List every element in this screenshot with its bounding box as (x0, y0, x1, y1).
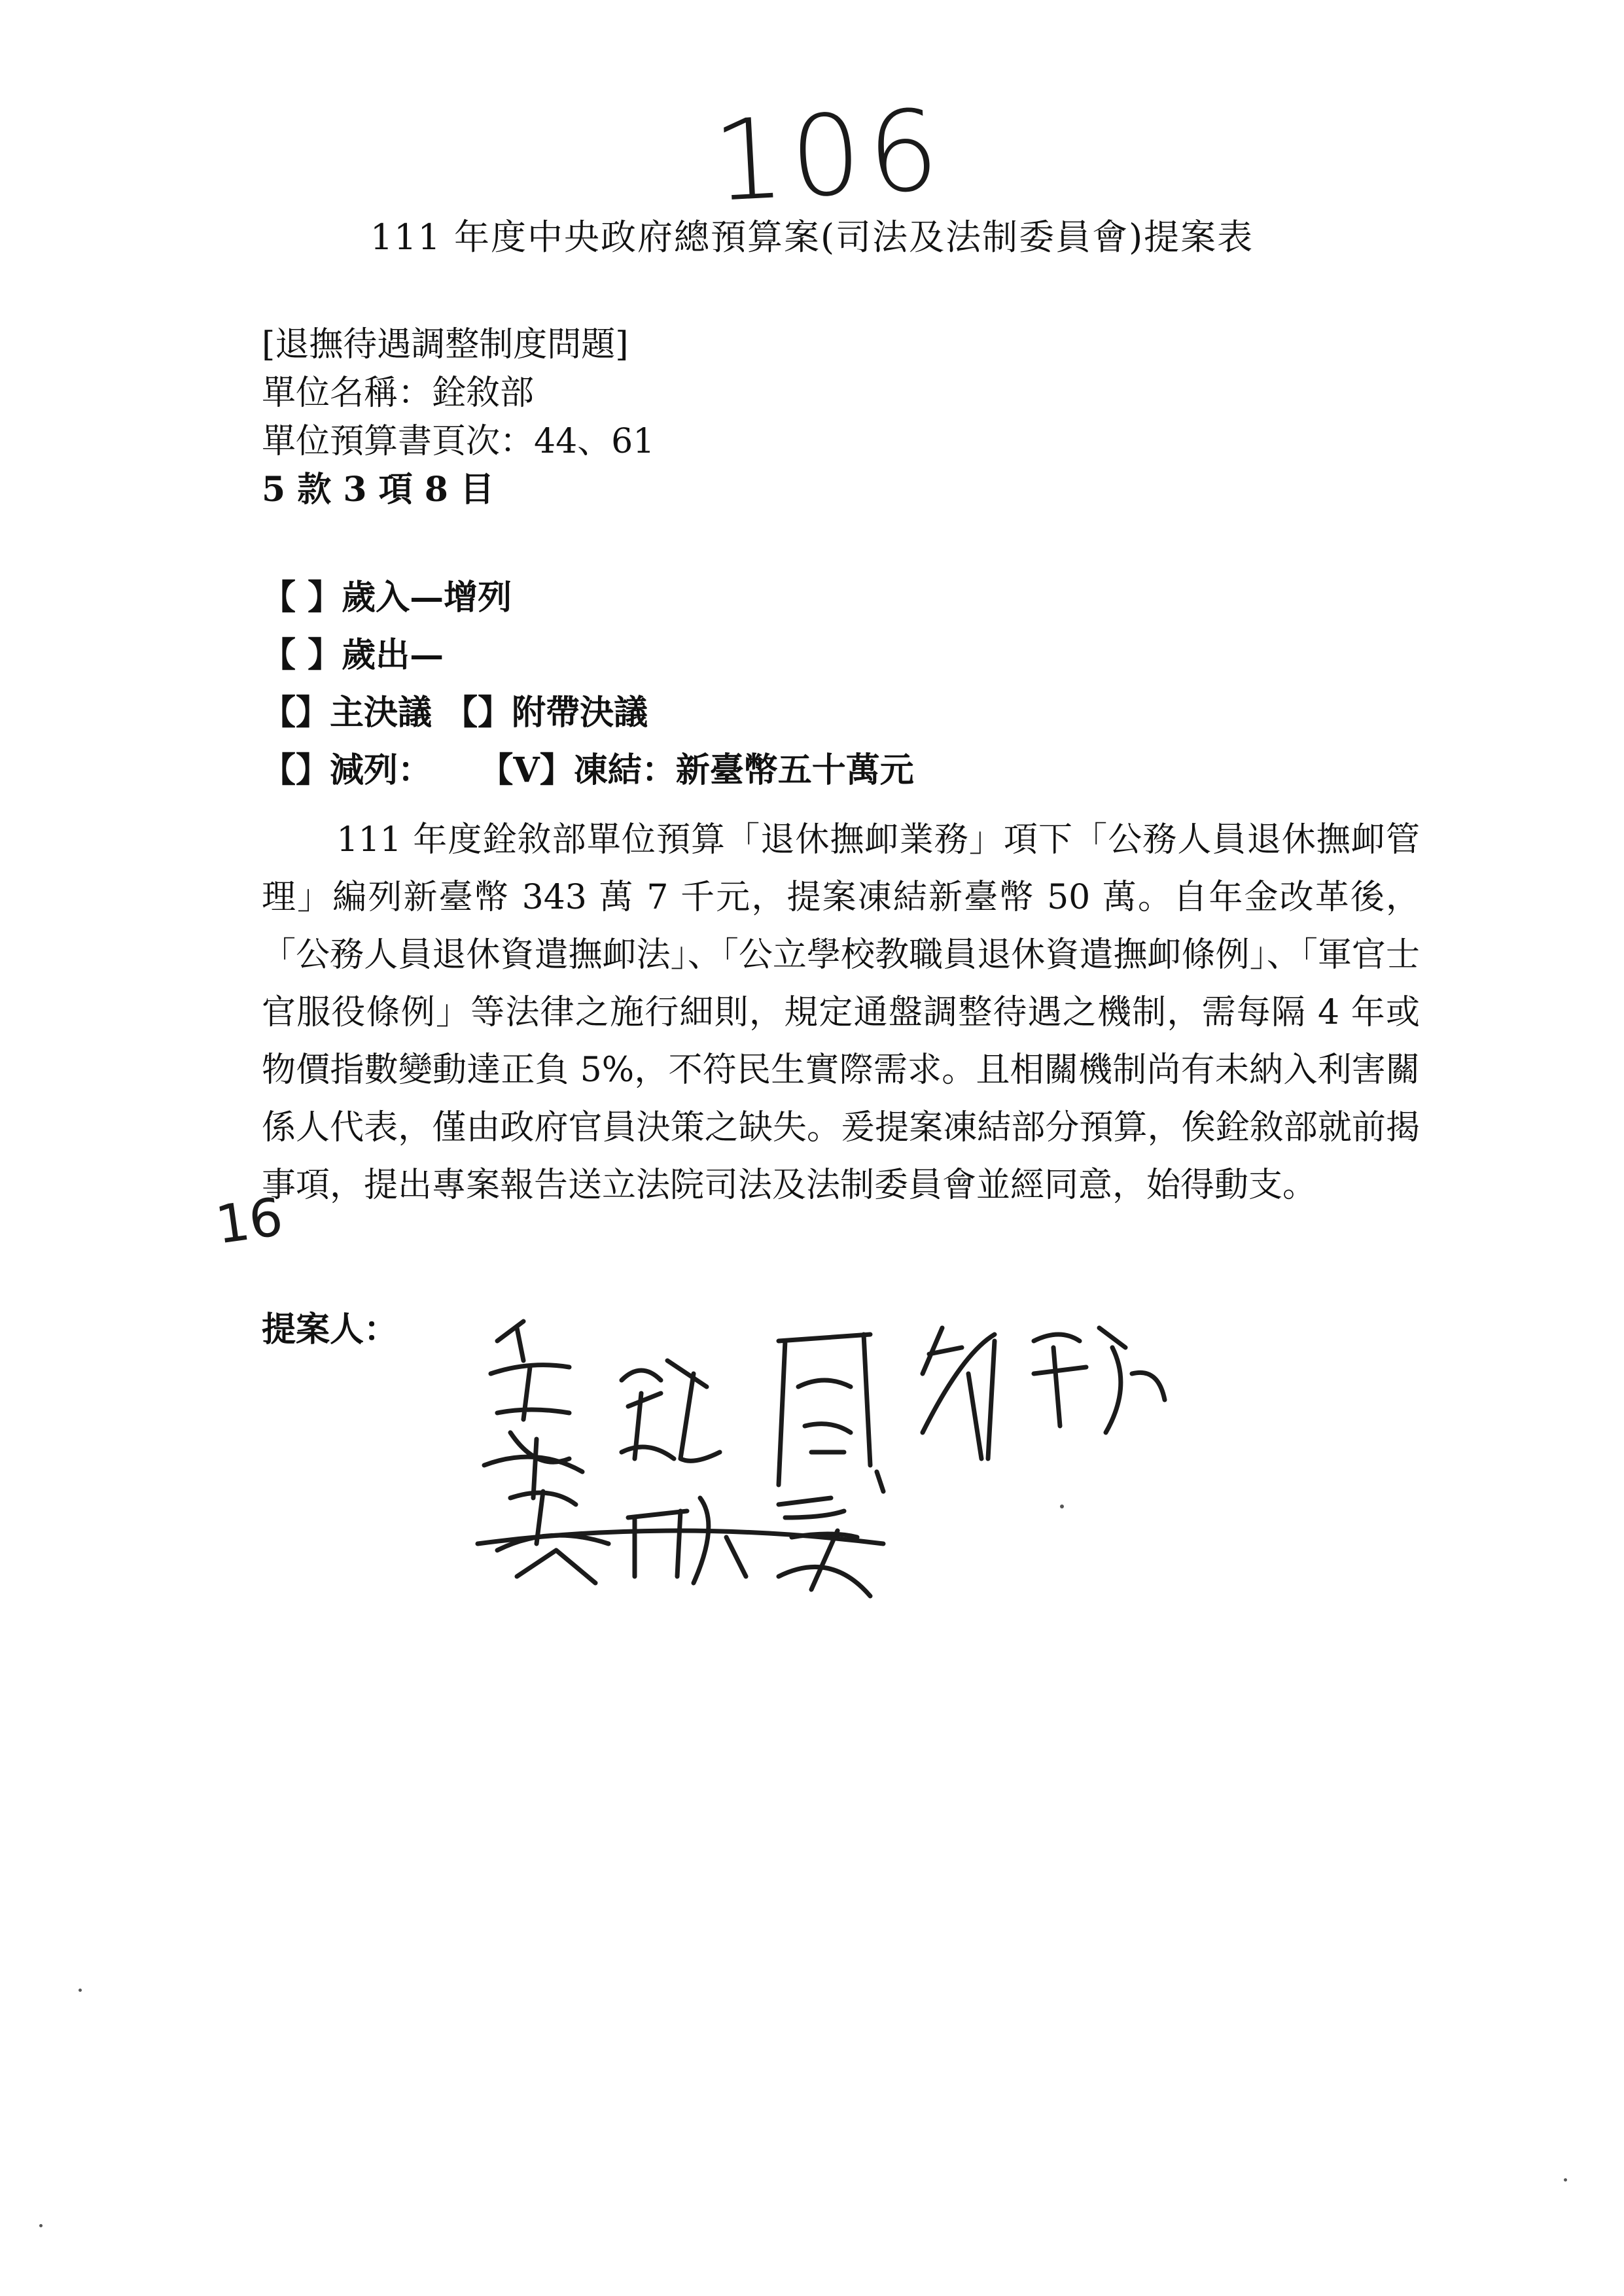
proposal-body: 111 年度銓敘部單位預算「退休撫卹業務」項下「公務人員退休撫卹管理」編列新臺幣 343 萬 7 千元，提案凍結新臺幣 50 萬。自年金改革後，「公務人員退休資遣撫卹法」、「公立學校教職員退休資遣撫卹條例」、「軍官士官服役條例」等法律之施行細則，規定通盤調整待遇之機制，需每隔 4 年或物價指數變動達正負 5%，不符民生實際需求。且相關機制尚有未納入利害關係人代表，僅由政府官員決策之缺失。爰提案凍結部分預算，俟銓敘部就前揭事項，提出專案報告送立法院司法及法制委員會並經同意，始得動支。 (262, 820, 1420, 1205)
signature-scribbles-icon (471, 1302, 1256, 1668)
handwritten-note: 16 (212, 1186, 287, 1256)
option-revenue-increase: 【 】歲入—增列 (262, 578, 512, 617)
option-resolutions: 【】主決議 【】附帶決議 (262, 693, 648, 733)
proposal-meta (262, 321, 654, 514)
proposal-options (262, 569, 914, 799)
scan-speck (1060, 1505, 1064, 1508)
proposer-label: 提案人： (262, 1310, 398, 1349)
budget-pages-line: 單位預算書頁次：44、61 (262, 422, 655, 461)
topic-line: [退撫待遇調整制度問題] (262, 325, 629, 364)
option-cut-freeze: 【】減列： 【V】凍結：新臺幣五十萬元 (262, 750, 914, 790)
scan-speck (79, 1989, 82, 1992)
document-title: 111 年度中央政府總預算案(司法及法制委員會)提案表 (370, 217, 1254, 258)
option-expenditure: 【 】歲出— (262, 635, 444, 675)
proposer-signatures (471, 1302, 1256, 1668)
scan-speck (39, 2224, 43, 2227)
item-code-line: 5 款 3 項 8 目 (262, 470, 495, 510)
scan-speck (1564, 2178, 1567, 2182)
unit-name-line: 單位名稱：銓敘部 (262, 374, 535, 413)
handwritten-page-number: 106 (710, 85, 949, 228)
